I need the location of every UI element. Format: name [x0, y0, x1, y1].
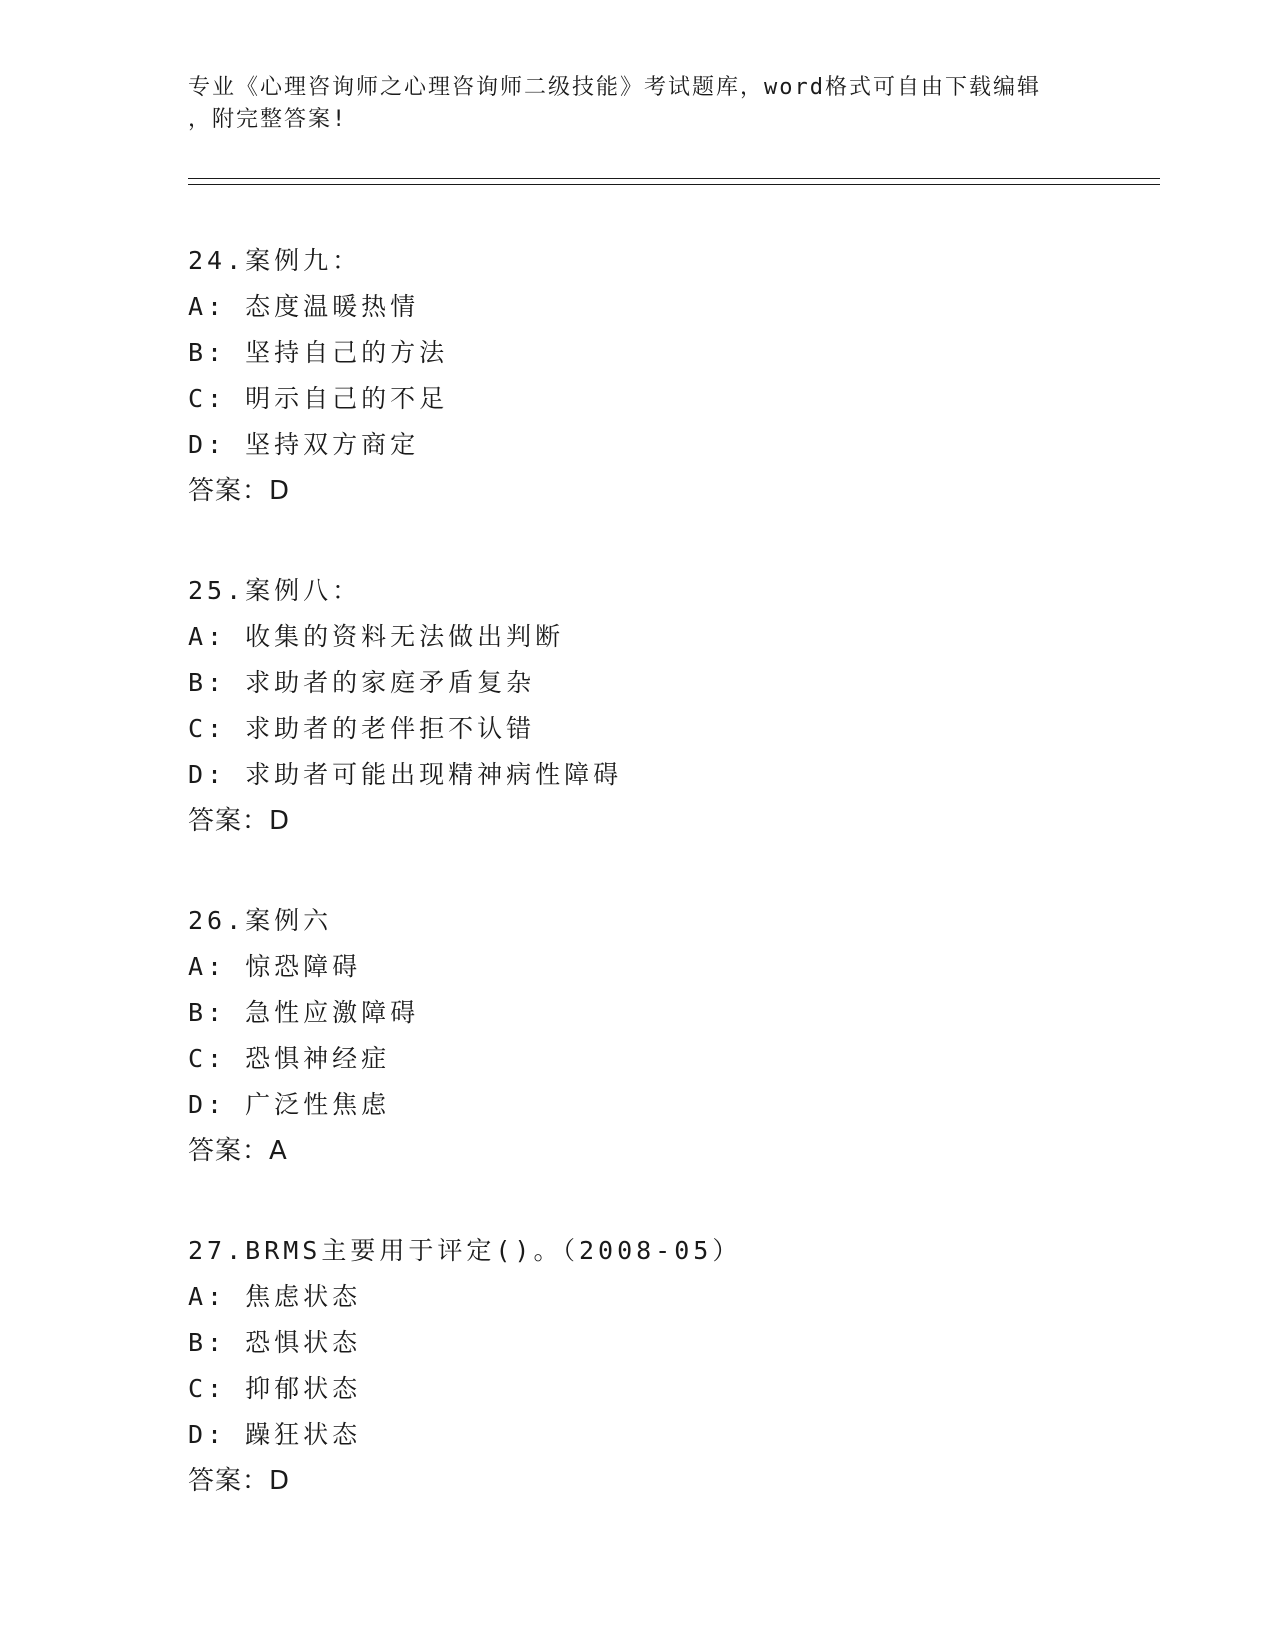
document-header	[188, 72, 1088, 136]
option-b: B: 恐惧状态	[188, 1328, 362, 1357]
option-a: A: 焦虑状态	[188, 1282, 362, 1311]
question-stem: 25.案例八：	[188, 576, 362, 605]
option-c: C: 求助者的老伴拒不认错	[188, 714, 536, 743]
header-divider-bottom	[188, 184, 1160, 185]
option-a: A: 态度温暖热情	[188, 292, 420, 321]
answer: 答案：A	[188, 1136, 288, 1166]
option-d: D: 广泛性焦虑	[188, 1090, 391, 1119]
option-c: C: 抑郁状态	[188, 1374, 362, 1403]
answer: 答案：D	[188, 476, 291, 506]
option-d: D: 躁狂状态	[188, 1420, 362, 1449]
option-d: D: 求助者可能出现精神病性障碍	[188, 760, 623, 789]
question-27	[188, 1228, 1160, 1504]
question-stem: 26.案例六	[188, 906, 333, 935]
question-stem: 27.BRMS主要用于评定()。（2008-05）	[188, 1236, 742, 1265]
option-b: B: 坚持自己的方法	[188, 338, 449, 367]
header-line-1: 专业《心理咨询师之心理咨询师二级技能》考试题库，word格式可自由下载编辑	[188, 75, 1041, 100]
question-25	[188, 568, 1160, 844]
header-line-2: ，附完整答案!	[188, 107, 348, 132]
option-b: B: 急性应激障碍	[188, 998, 420, 1027]
answer: 答案：D	[188, 1466, 291, 1496]
option-a: A: 惊恐障碍	[188, 952, 362, 981]
option-d: D: 坚持双方商定	[188, 430, 420, 459]
answer: 答案：D	[188, 806, 291, 836]
question-stem: 24.案例九：	[188, 246, 362, 275]
question-24	[188, 238, 1160, 514]
question-list	[188, 238, 1160, 1558]
option-c: C: 恐惧神经症	[188, 1044, 391, 1073]
option-b: B: 求助者的家庭矛盾复杂	[188, 668, 536, 697]
question-26	[188, 898, 1160, 1174]
option-c: C: 明示自己的不足	[188, 384, 449, 413]
header-divider-top	[188, 178, 1160, 179]
option-a: A: 收集的资料无法做出判断	[188, 622, 565, 651]
